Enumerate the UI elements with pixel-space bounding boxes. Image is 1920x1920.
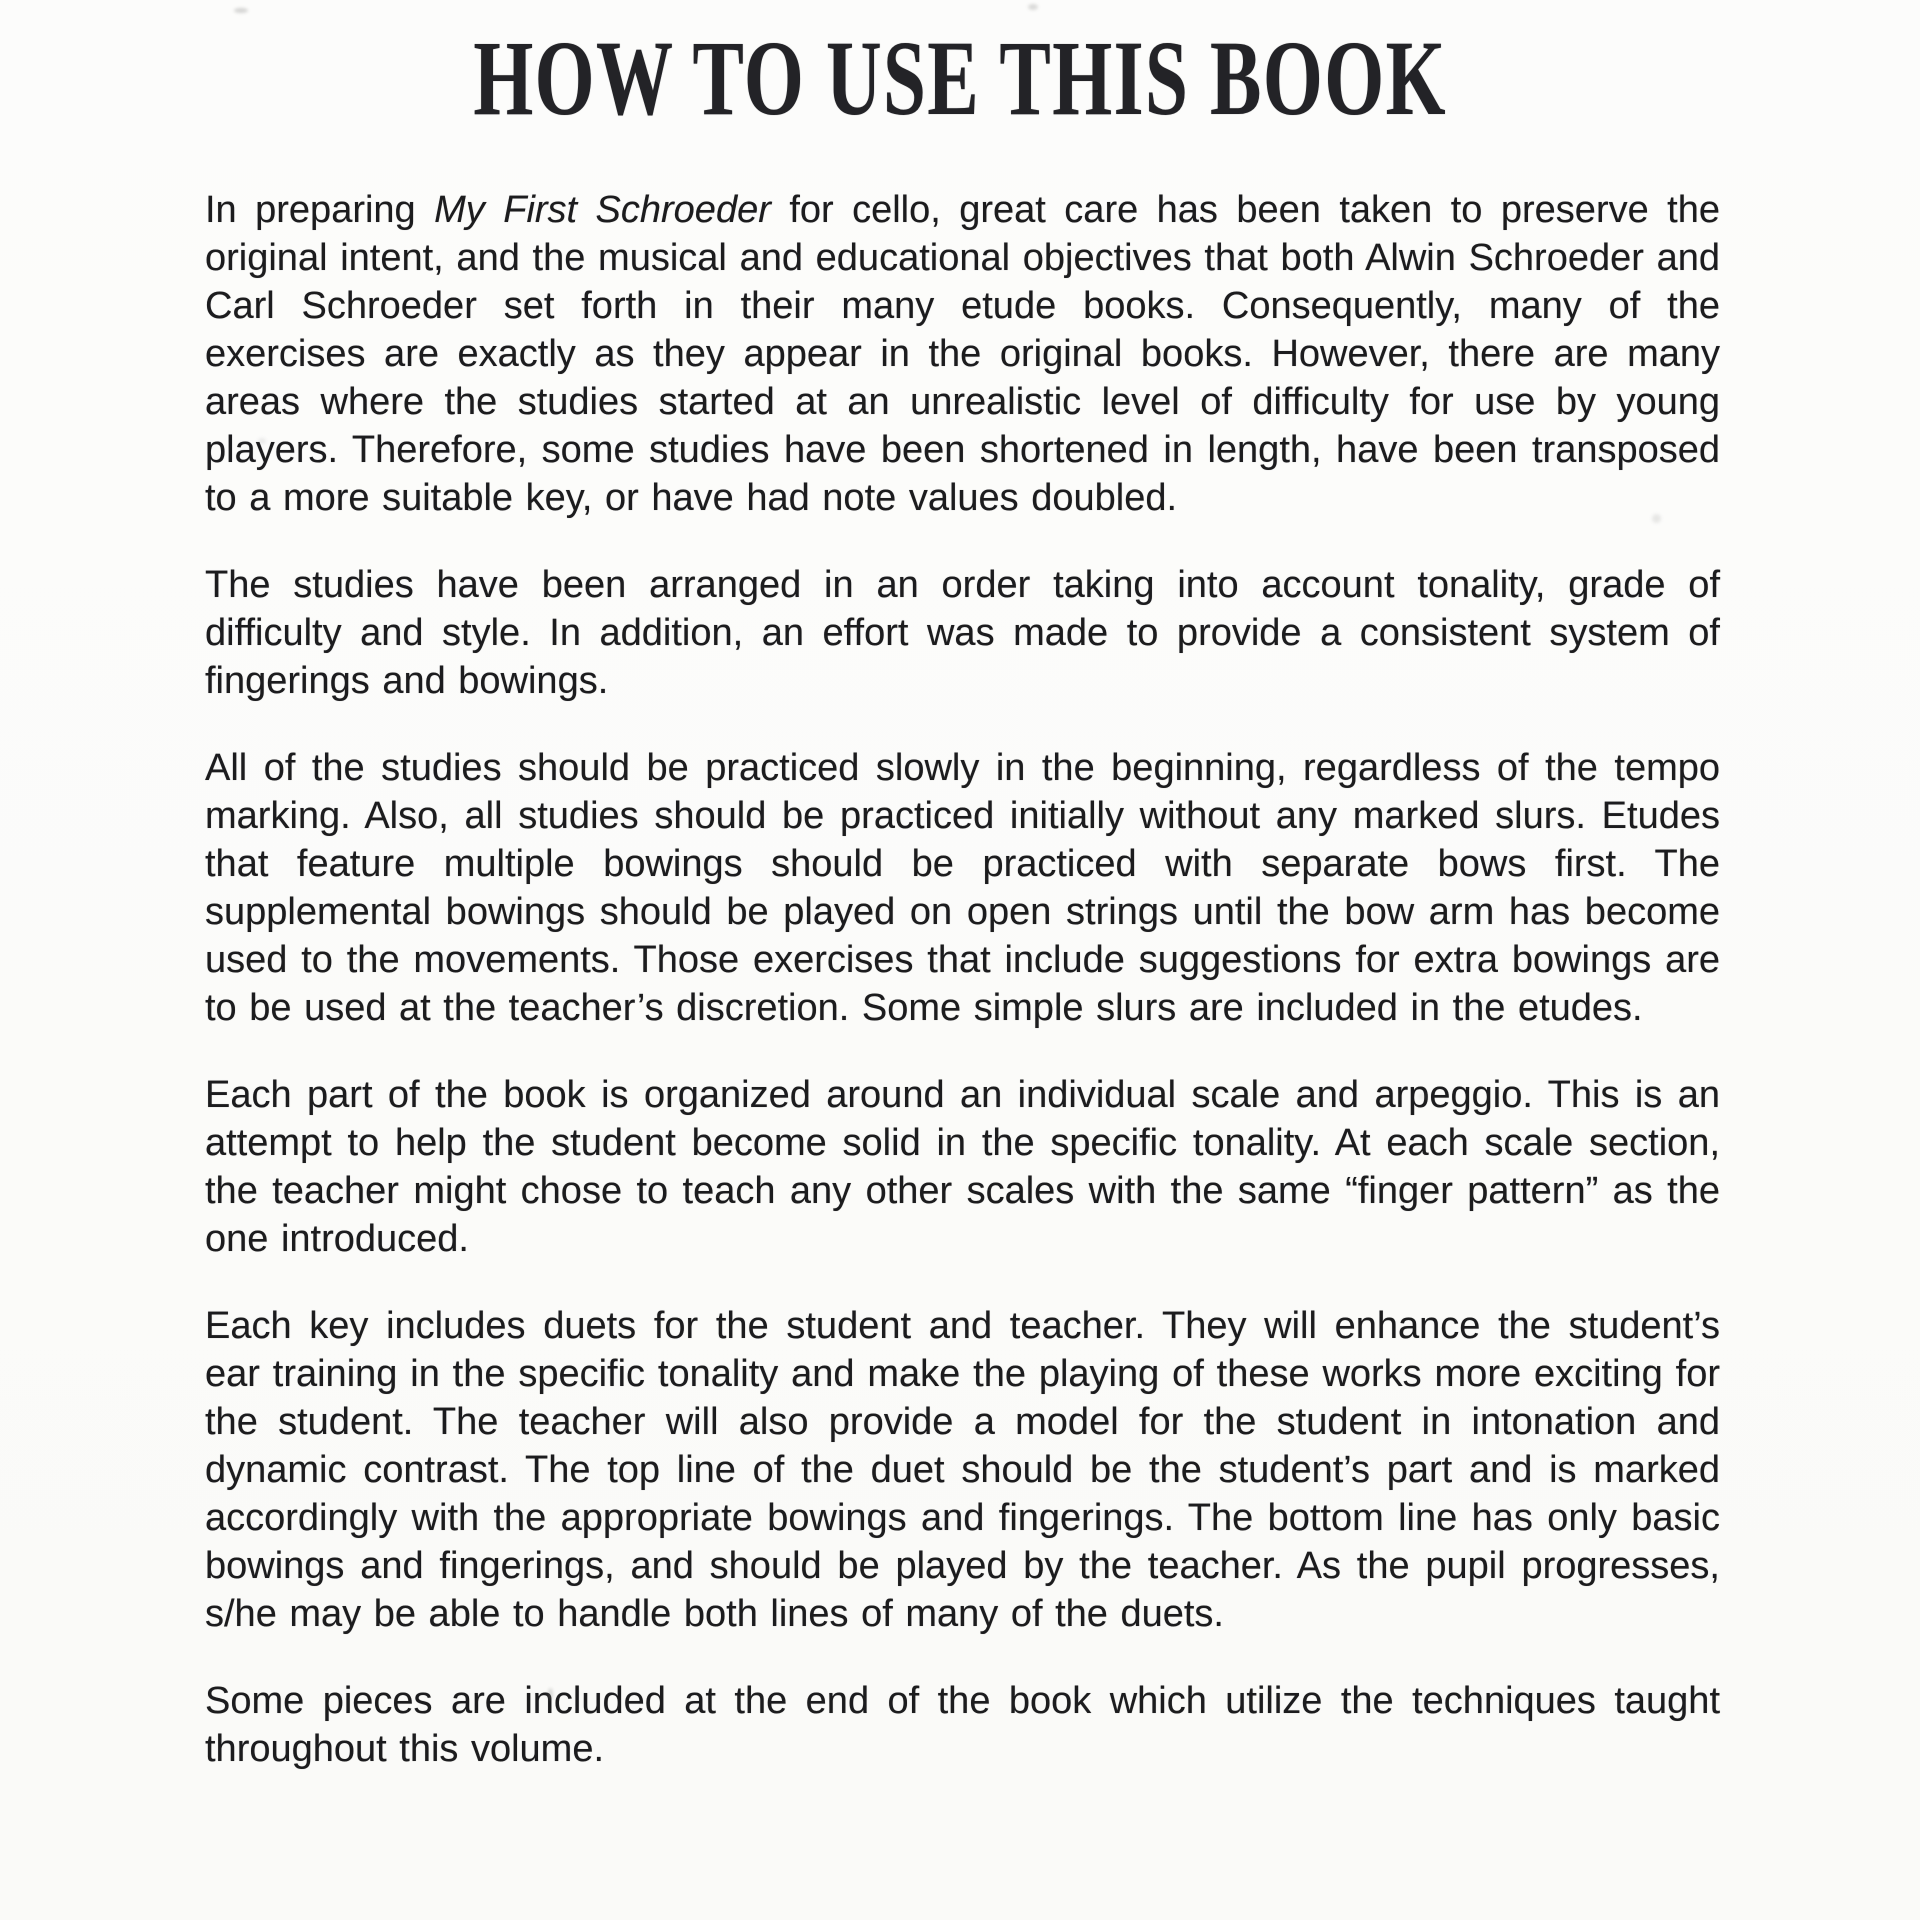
scan-speck <box>258 438 266 444</box>
scan-speck <box>548 1688 553 1700</box>
body-text-block <box>205 186 1720 1773</box>
scan-speck <box>1418 1093 1428 1100</box>
scan-speck <box>1028 4 1038 10</box>
paragraph-practice: All of the studies should be practiced slowly in the beginning, regardless of the tempo marking. Also, all studies should be practiced initially without any marked slurs. Etudes that feature multiple bowings should be practiced with separate bows first. The supplemental bowings should be played on open strings until the bow arm has become used to the movements. Those exercises that include suggestions for extra bowings are to be used at the teacher’s discretion. Some simple slurs are included in the etudes. <box>205 747 1720 1029</box>
paragraph-duets: Each key includes duets for the student and teacher. They will enhance the student’s ear training in the specific tonality and make the playing of these works more exciting for the student. The teacher will also provide a model for the student in intonation and dynamic contrast. The top line of the duet should be the student’s part and is marked accordingly with the appropriate bowings and fingerings. The bottom line has only basic bowings and fingerings, and should be played by the teacher. As the pupil progresses, s/he may be able to handle both lines of many of the duets. <box>205 1305 1720 1635</box>
scan-speck <box>234 8 248 13</box>
scan-speck <box>1652 514 1661 523</box>
paragraph-pieces: Some pieces are included at the end of the book which utilize the techniques taught throughout this volume. <box>205 1680 1720 1770</box>
page-title-row <box>0 20 1920 138</box>
intro-text-after-title: for cello, great care has been taken to preserve the original intent, and the musical and educational objectives that both Alwin Schroeder and Carl Schroeder set forth in their many etude books. Consequently, many of the exercises are exactly as they appear in the original books. However, there are many areas where the studies started at an unrealistic level of difficulty for use by young players. Therefore, some studies have been shortened in length, have been transposed to a more suitable key, or have had note values doubled. <box>205 189 1720 519</box>
book-title-italic: My First Schroeder <box>434 189 771 231</box>
intro-text-before-title: In preparing <box>205 189 435 231</box>
page-title: HOW TO USE THIS BOOK <box>473 20 1447 138</box>
paragraph-intro <box>205 186 1720 522</box>
paragraph-scales: Each part of the book is organized around an individual scale and arpeggio. This is an attempt to help the student become solid in the specific tonality. At each scale section, the teacher might chose to teach any other scales with the same “finger pattern” as the one introduced. <box>205 1074 1720 1260</box>
paragraph-arrangement: The studies have been arranged in an order taking into account tonality, grade of difficulty and style. In addition, an effort was made to provide a consistent system of fingerings and bowings. <box>205 564 1720 702</box>
